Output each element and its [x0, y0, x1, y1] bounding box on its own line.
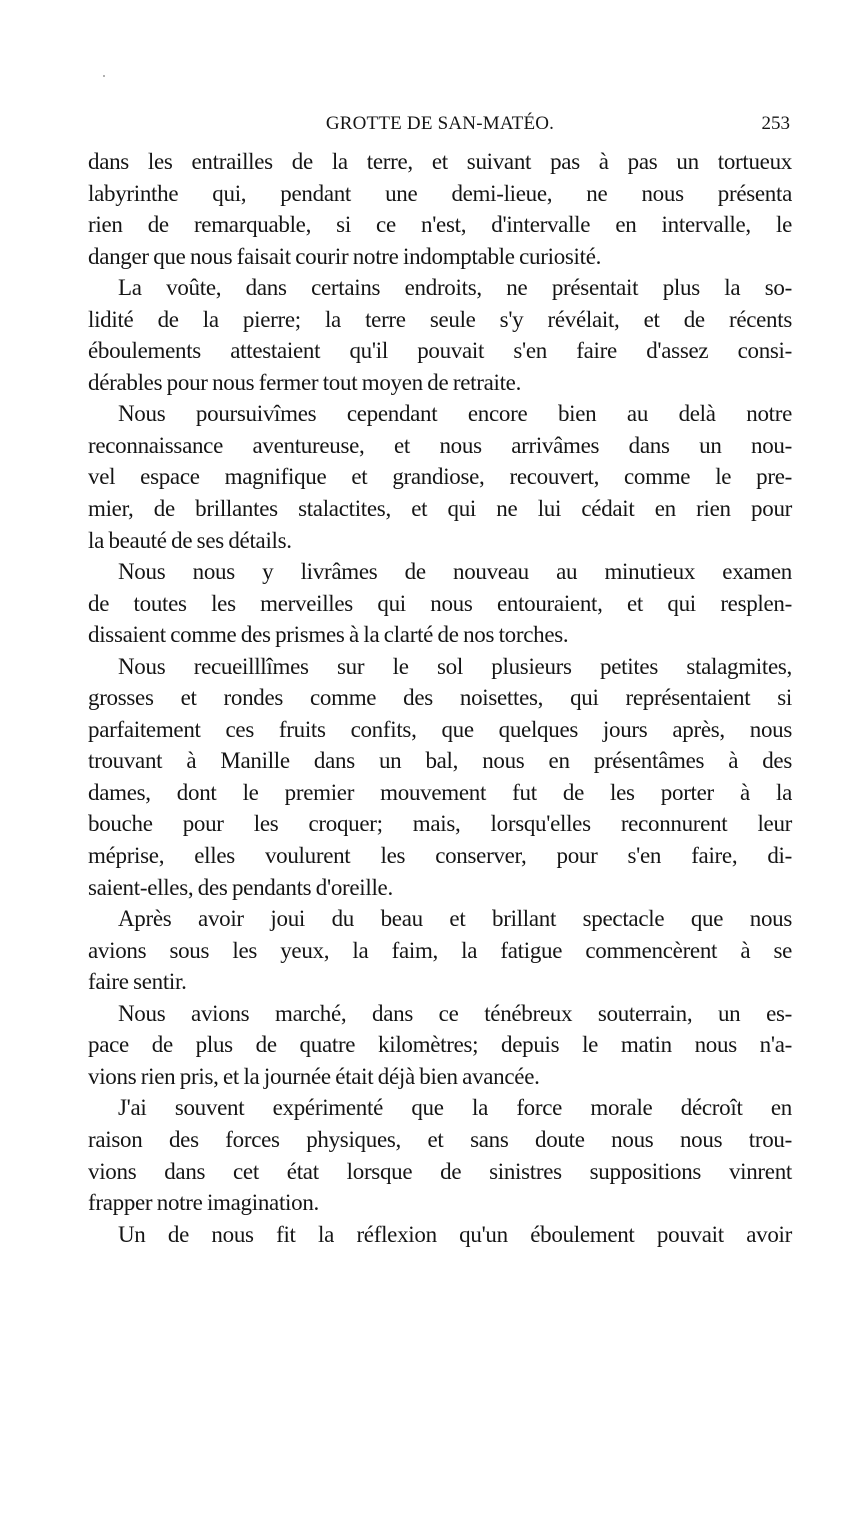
text-line: la beauté de ses détails.: [88, 527, 292, 553]
text-line: dérables pour nous fermer tout moyen de retraite.: [88, 369, 522, 395]
paragraph: [88, 651, 792, 903]
text-line: frapper notre imagination.: [88, 1190, 319, 1216]
text-line: éboulements attestaient qu'il pouvait s'en faire d'assez consi-: [88, 338, 792, 364]
text-line: parfaitement ces fruits confits, que quelques jours après, nous: [88, 716, 792, 742]
text-line: raison des forces physiques, et sans doute nous nous trou-: [88, 1126, 792, 1152]
scan-speck: [103, 75, 105, 77]
text-line: Un de nous fit la réflexion qu'un éboulement pouvait avoir: [118, 1221, 792, 1247]
running-title: GROTTE DE SAN-MATÉO.: [325, 113, 555, 134]
paragraph: [88, 146, 792, 272]
text-line: bouche pour les croquer; mais, lorsqu'elles reconnurent leur: [88, 811, 792, 837]
text-line: danger que nous faisait courir notre indomptable curiosité.: [88, 243, 602, 269]
text-line: Nous nous y livrâmes de nouveau au minutieux examen: [118, 559, 792, 585]
text-line: grosses et rondes comme des noisettes, qui représentaient si: [88, 685, 792, 711]
text-line: avions sous les yeux, la faim, la fatigue commencèrent à se: [88, 937, 792, 963]
text-line: Nous avions marché, dans ce ténébreux souterrain, un es-: [118, 1000, 792, 1026]
paragraph: [88, 998, 792, 1093]
text-line: reconnaissance aventureuse, et nous arrivâmes dans un nou-: [88, 432, 792, 458]
paragraph: [88, 556, 792, 651]
text-line: de toutes les merveilles qui nous entouraient, et qui resplen-: [88, 590, 792, 616]
text-line: J'ai souvent expérimenté que la force morale décroît en: [118, 1095, 792, 1121]
text-line: faire sentir.: [88, 969, 187, 995]
page-number: 253: [761, 113, 790, 134]
text-line: dissaient comme des prismes à la clarté de nos torches.: [88, 622, 569, 648]
paragraph: [88, 903, 792, 998]
text-line: Nous recueilllîmes sur le sol plusieurs petites stalagmites,: [118, 653, 792, 679]
body-text: [88, 146, 792, 1250]
text-line: méprise, elles voulurent les conserver, pour s'en faire, di-: [88, 843, 792, 869]
text-line: labyrinthe qui, pendant une demi-lieue, ne nous présenta: [88, 180, 792, 206]
paragraph: [88, 272, 792, 398]
text-line: vions rien pris, et la journée était déjà bien avancée.: [88, 1063, 540, 1089]
text-line: rien de remarquable, si ce n'est, d'intervalle en intervalle, le: [88, 212, 792, 238]
text-line: pace de plus de quatre kilomètres; depuis le matin nous n'a-: [88, 1032, 792, 1058]
text-line: vel espace magnifique et grandiose, recouvert, comme le pre-: [88, 464, 792, 490]
text-line: mier, de brillantes stalactites, et qui ne lui cédait en rien pour: [88, 496, 792, 522]
paragraph: [88, 1219, 792, 1251]
text-line: La voûte, dans certains endroits, ne présentait plus la so-: [118, 275, 792, 301]
text-line: lidité de la pierre; la terre seule s'y révélait, et de récents: [88, 306, 792, 332]
text-line: saient-elles, des pendants d'oreille.: [88, 874, 393, 900]
text-line: Après avoir joui du beau et brillant spectacle que nous: [118, 906, 792, 932]
text-line: Nous poursuivîmes cependant encore bien au delà notre: [118, 401, 792, 427]
paragraph: [88, 398, 792, 556]
page-header: [88, 113, 792, 141]
text-line: dans les entrailles de la terre, et suivant pas à pas un tortueux: [88, 149, 792, 174]
text-line: vions dans cet état lorsque de sinistres suppositions vinrent: [88, 1158, 792, 1184]
text-line: dames, dont le premier mouvement fut de les porter à la: [88, 779, 792, 805]
text-line: trouvant à Manille dans un bal, nous en présentâmes à des: [88, 748, 792, 774]
paragraph: [88, 1092, 792, 1218]
